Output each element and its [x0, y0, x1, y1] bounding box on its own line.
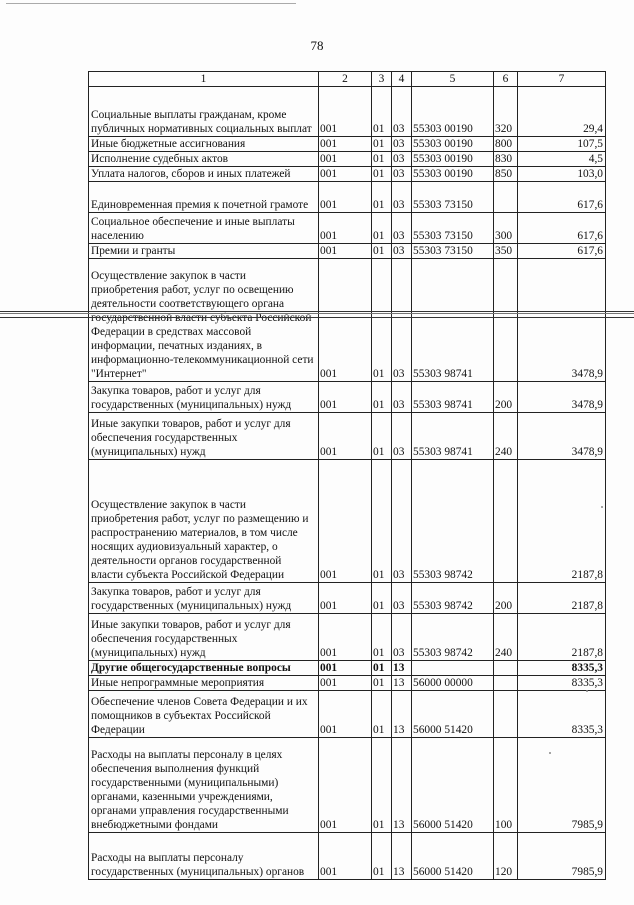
- table-row: [89, 460, 606, 583]
- row-section: 01: [372, 413, 392, 460]
- row-code: 001: [319, 691, 372, 738]
- row-expense-type: [494, 460, 518, 583]
- row-article: 55303 98741: [412, 413, 494, 460]
- row-section: 01: [372, 167, 392, 182]
- row-amount: 2187,8: [518, 614, 606, 661]
- row-name: Единовременная премия к почетной грамоте: [89, 182, 319, 213]
- row-section: 01: [372, 691, 392, 738]
- row-subsection: 03: [392, 182, 412, 213]
- row-code: 001: [319, 137, 372, 152]
- row-section: 01: [372, 213, 392, 244]
- scan-speck: [586, 690, 588, 692]
- row-article: 55303 98742: [412, 583, 494, 614]
- row-subsection: 03: [392, 382, 412, 413]
- row-amount: 4,5: [518, 152, 606, 167]
- row-section: 01: [372, 182, 392, 213]
- row-section: 01: [372, 833, 392, 880]
- row-name: Обеспечение членов Совета Федерации и их помощников в субъектах Российской Федерации: [89, 691, 319, 738]
- table-row: [89, 259, 606, 382]
- scan-speck: [601, 506, 603, 508]
- table-row: [89, 167, 606, 182]
- row-expense-type: 100: [494, 738, 518, 833]
- row-name: Иные непрограммные мероприятия: [89, 676, 319, 691]
- row-subsection: 03: [392, 137, 412, 152]
- row-code: 001: [319, 182, 372, 213]
- row-section: 01: [372, 382, 392, 413]
- row-amount: 29,4: [518, 87, 606, 137]
- row-section: 01: [372, 661, 392, 676]
- row-code: 001: [319, 676, 372, 691]
- row-subsection: 03: [392, 87, 412, 137]
- row-code: 001: [319, 167, 372, 182]
- row-name: Исполнение судебных актов: [89, 152, 319, 167]
- row-section: 01: [372, 152, 392, 167]
- row-article: 55303 73150: [412, 244, 494, 259]
- row-amount: 617,6: [518, 244, 606, 259]
- row-section: 01: [372, 614, 392, 661]
- row-article: 55303 00190: [412, 87, 494, 137]
- row-name: Расходы на выплаты персоналу государственных (муниципальных) органов: [89, 833, 319, 880]
- table-row: [89, 152, 606, 167]
- row-amount: 2187,8: [518, 583, 606, 614]
- row-expense-type: 200: [494, 382, 518, 413]
- row-name: Осуществление закупок в части приобретения работ, услуг по размещению и распространению материалов, в том числе носящих аудиовизуальный характер, о деятельности органов государственной власти субъекта Российской Федерации: [89, 460, 319, 583]
- row-amount: 7985,9: [518, 833, 606, 880]
- row-expense-type: [494, 182, 518, 213]
- row-subsection: 03: [392, 152, 412, 167]
- row-article: 55303 98741: [412, 382, 494, 413]
- row-name: Осуществление закупок в части приобретения работ, услуг по освещению деятельности соответствующего органа государственной власти субъекта Российской Федерации в средствах массовой информации, печатных изданиях, в информационно-телекоммуникационной сети "Интернет": [89, 259, 319, 382]
- header-cell: 7: [518, 72, 606, 87]
- row-expense-type: [494, 676, 518, 691]
- row-section: 01: [372, 87, 392, 137]
- table-row: [89, 382, 606, 413]
- row-article: 55303 00190: [412, 152, 494, 167]
- row-expense-type: 240: [494, 413, 518, 460]
- row-article: 55303 73150: [412, 213, 494, 244]
- row-expense-type: 300: [494, 213, 518, 244]
- row-article: 55303 98741: [412, 259, 494, 382]
- row-section: 01: [372, 460, 392, 583]
- row-amount: 8335,3: [518, 661, 606, 676]
- row-amount: 8335,3: [518, 676, 606, 691]
- table-row: [89, 244, 606, 259]
- row-name: Премии и гранты: [89, 244, 319, 259]
- row-name: Закупка товаров, работ и услуг для государственных (муниципальных) нужд: [89, 583, 319, 614]
- row-amount: 3478,9: [518, 382, 606, 413]
- row-subsection: 03: [392, 614, 412, 661]
- row-code: 001: [319, 152, 372, 167]
- row-amount: 617,6: [518, 182, 606, 213]
- row-code: 001: [319, 87, 372, 137]
- row-code: 001: [319, 833, 372, 880]
- row-subsection: 13: [392, 676, 412, 691]
- row-name: Закупка товаров, работ и услуг для государственных (муниципальных) нужд: [89, 382, 319, 413]
- header-cell: 1: [89, 72, 319, 87]
- row-subsection: 13: [392, 691, 412, 738]
- row-subsection: 03: [392, 460, 412, 583]
- row-expense-type: [494, 661, 518, 676]
- row-article: 56000 51420: [412, 738, 494, 833]
- row-name: Расходы на выплаты персоналу в целях обеспечения выполнения функций государственными (муниципальными) органами, казенными учреждениями, органами управления государственными внебюджетными фондами: [89, 738, 319, 833]
- table-row: [89, 87, 606, 137]
- row-expense-type: 320: [494, 87, 518, 137]
- top-rule: [6, 3, 296, 4]
- row-subsection: 03: [392, 413, 412, 460]
- row-subsection: 13: [392, 833, 412, 880]
- row-article: 55303 73150: [412, 182, 494, 213]
- row-article: 55303 98742: [412, 614, 494, 661]
- row-subsection: 03: [392, 167, 412, 182]
- header-cell: 3: [372, 72, 392, 87]
- row-code: 001: [319, 460, 372, 583]
- table-row: [89, 413, 606, 460]
- row-section: 01: [372, 137, 392, 152]
- table-row: [89, 691, 606, 738]
- table-header-row: [89, 72, 606, 87]
- table-row: [89, 661, 606, 676]
- row-amount: 107,5: [518, 137, 606, 152]
- row-amount: 103,0: [518, 167, 606, 182]
- page-number: 78: [310, 38, 324, 53]
- row-section: 01: [372, 259, 392, 382]
- row-expense-type: 350: [494, 244, 518, 259]
- row-article: [412, 661, 494, 676]
- row-article: 55303 98742: [412, 460, 494, 583]
- header-cell: 2: [319, 72, 372, 87]
- row-code: 001: [319, 583, 372, 614]
- table-row: [89, 583, 606, 614]
- row-code: 001: [319, 382, 372, 413]
- row-expense-type: 850: [494, 167, 518, 182]
- row-subsection: 03: [392, 213, 412, 244]
- row-name: Социальные выплаты гражданам, кроме публичных нормативных социальных выплат: [89, 87, 319, 137]
- row-code: 001: [319, 259, 372, 382]
- row-code: 001: [319, 244, 372, 259]
- row-name: Социальное обеспечение и иные выплаты населению: [89, 213, 319, 244]
- row-amount: 3478,9: [518, 413, 606, 460]
- row-subsection: 03: [392, 583, 412, 614]
- row-amount: 3478,9: [518, 259, 606, 382]
- row-name: Другие общегосударственные вопросы: [89, 661, 319, 676]
- row-subsection: 13: [392, 738, 412, 833]
- row-article: 56000 51420: [412, 691, 494, 738]
- row-expense-type: 800: [494, 137, 518, 152]
- table-row: [89, 676, 606, 691]
- row-name: Иные закупки товаров, работ и услуг для обеспечения государственных (муниципальных) нужд: [89, 413, 319, 460]
- row-name: Иные закупки товаров, работ и услуг для обеспечения государственных (муниципальных) нужд: [89, 614, 319, 661]
- header-cell: 5: [412, 72, 494, 87]
- row-expense-type: 240: [494, 614, 518, 661]
- row-expense-type: 200: [494, 583, 518, 614]
- row-subsection: 13: [392, 661, 412, 676]
- row-expense-type: [494, 259, 518, 382]
- row-code: 001: [319, 614, 372, 661]
- row-expense-type: 120: [494, 833, 518, 880]
- row-section: 01: [372, 738, 392, 833]
- row-section: 01: [372, 676, 392, 691]
- row-amount: 8335,3: [518, 691, 606, 738]
- row-section: 01: [372, 244, 392, 259]
- row-section: 01: [372, 583, 392, 614]
- row-code: 001: [319, 213, 372, 244]
- row-name: Уплата налогов, сборов и иных платежей: [89, 167, 319, 182]
- scan-speck: [549, 752, 551, 754]
- table-row: [89, 213, 606, 244]
- table-row: [89, 833, 606, 880]
- row-subsection: 03: [392, 259, 412, 382]
- table-row: [89, 137, 606, 152]
- row-name: Иные бюджетные ассигнования: [89, 137, 319, 152]
- row-article: 56000 51420: [412, 833, 494, 880]
- table-row: [89, 182, 606, 213]
- row-amount: 7985,9: [518, 738, 606, 833]
- row-article: 56000 00000: [412, 676, 494, 691]
- row-code: 001: [319, 661, 372, 676]
- row-amount: 2187,8: [518, 460, 606, 583]
- row-expense-type: [494, 691, 518, 738]
- table-row: [89, 738, 606, 833]
- row-article: 55303 00190: [412, 137, 494, 152]
- budget-table: [88, 71, 606, 880]
- row-expense-type: 830: [494, 152, 518, 167]
- row-subsection: 03: [392, 244, 412, 259]
- header-cell: 4: [392, 72, 412, 87]
- header-cell: 6: [494, 72, 518, 87]
- row-code: 001: [319, 413, 372, 460]
- row-amount: 617,6: [518, 213, 606, 244]
- table-row: [89, 614, 606, 661]
- row-code: 001: [319, 738, 372, 833]
- row-article: 55303 00190: [412, 167, 494, 182]
